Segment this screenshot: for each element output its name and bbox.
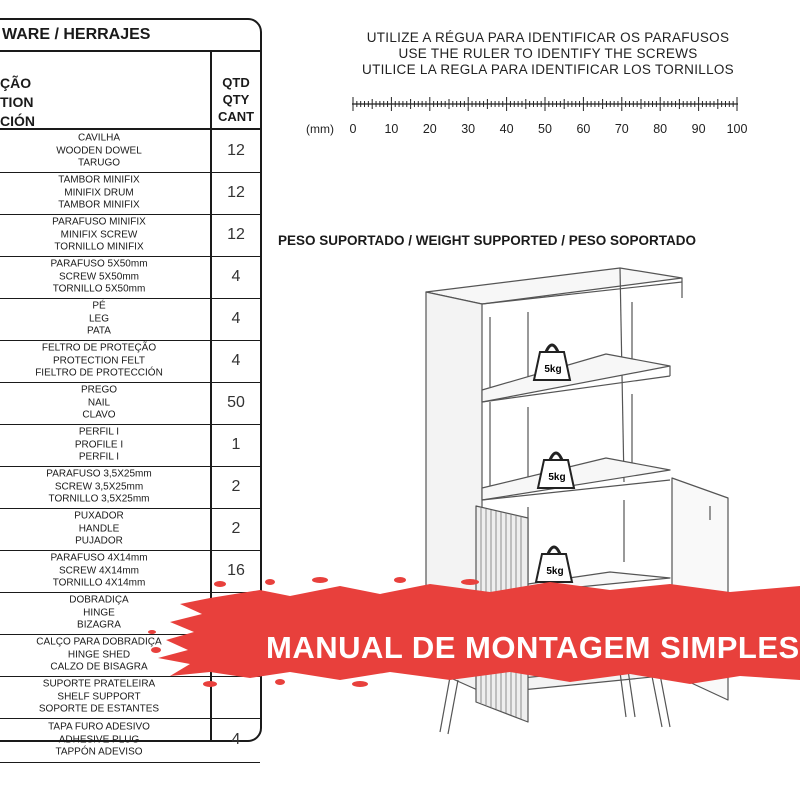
- table-title-bar: [0, 20, 260, 52]
- ruler-unit: (mm): [306, 122, 334, 136]
- table-row: [0, 214, 260, 257]
- item-names: CALÇO PARA DOBRADIÇA HINGE SHED CALZO DE BISAGRA: [36, 636, 162, 673]
- item-names: CAVILHA WOODEN DOWEL TARUGO: [56, 132, 142, 169]
- ruler-label: 40: [499, 122, 514, 136]
- item-quantity: 4: [231, 310, 241, 327]
- table-row: [0, 298, 260, 341]
- weight-icon: [534, 345, 570, 380]
- item-names: FELTRO DE PROTEÇÃO PROTECTION FELT FIELTRO DE PROTECCIÓN: [35, 342, 163, 379]
- item-names: PARAFUSO MINIFIX MINIFIX SCREW TORNILLO MINIFIX: [52, 216, 146, 253]
- item-names: TAMBOR MINIFIX MINIFIX DRUM TAMBOR MINIFIX: [58, 174, 140, 211]
- item-quantity: 12: [227, 142, 245, 159]
- ruler-label: 60: [576, 122, 591, 136]
- table-row: [0, 424, 260, 467]
- item-names: TAPA FURO ADESIVO ADHESIVE PLUG TAPPÓN ADEVISO: [48, 721, 150, 758]
- weight-icon: [538, 453, 574, 488]
- item-quantity: 50: [227, 394, 245, 411]
- item-quantity: 12: [227, 226, 245, 243]
- item-names: PERFIL I PROFILE I PERFIL I: [74, 426, 124, 463]
- item-names: PARAFUSO 4X14mm SCREW 4X14mm TORNILLO 4X14mm: [50, 552, 148, 589]
- table-row: [0, 340, 260, 383]
- table-row: [0, 172, 260, 215]
- item-quantity: 1: [231, 436, 241, 453]
- table-title: WARE / HERRAJES: [2, 26, 151, 43]
- item-names: PARAFUSO 3,5X25mm SCREW 3,5X25mm TORNILLO 3,5X25mm: [46, 468, 152, 505]
- item-quantity: 4: [231, 731, 241, 748]
- table-row: [0, 382, 260, 425]
- ruler-label: 80: [653, 122, 668, 136]
- header-description: ÇÃO TION CIÓN: [0, 75, 35, 129]
- item-quantity: 12: [227, 184, 245, 201]
- item-names: PREGO NAIL CLAVO: [80, 384, 118, 421]
- weight-title: PESO SUPORTADO / WEIGHT SUPPORTED / PESO SOPORTADO: [278, 233, 697, 248]
- table-row: [0, 466, 260, 509]
- header-quantity: QTD QTY CANT: [217, 75, 255, 124]
- table-row: [0, 256, 260, 299]
- svg-text:5kg: 5kg: [548, 472, 566, 483]
- table-header: [0, 52, 260, 130]
- item-quantity: 4: [231, 268, 241, 285]
- svg-text:5kg: 5kg: [544, 364, 562, 375]
- table-row: [0, 508, 260, 551]
- ruler-label: 0: [349, 122, 357, 136]
- ruler-label: 10: [384, 122, 399, 136]
- item-quantity: 16: [227, 562, 245, 579]
- item-names: PARAFUSO 5X50mm SCREW 5X50mm TORNILLO 5X50mm: [50, 258, 148, 295]
- ruler-label: 50: [538, 122, 552, 136]
- weight-icon: [536, 547, 572, 582]
- item-names: DOBRADIÇA HINGE BIZAGRA: [69, 594, 129, 631]
- table-row: [0, 718, 260, 763]
- svg-text:5kg: 5kg: [546, 566, 564, 577]
- table-row: [0, 130, 260, 173]
- ruler-label: 20: [422, 122, 437, 136]
- item-names: PUXADOR HANDLE PUJADOR: [74, 510, 124, 547]
- item-names: PÉ LEG PATA: [87, 300, 111, 337]
- item-quantity: 2: [231, 478, 241, 495]
- ruler-instructions: UTILIZE A RÉGUA PARA IDENTIFICAR OS PARAFUSOS USE THE RULER TO IDENTIFY THE SCREWS UTILICE LA REGLA PARA IDENTIFICAR LOS TORNILLOS: [362, 30, 734, 77]
- ruler-label: 30: [461, 122, 476, 136]
- item-quantity: 2: [231, 520, 241, 537]
- ruler-label: 70: [614, 122, 629, 136]
- ruler: [300, 88, 760, 140]
- banner-title: MANUAL DE MONTAGEM SIMPLES: [266, 630, 800, 665]
- item-quantity: 4: [231, 352, 241, 369]
- ruler-label: 90: [691, 122, 706, 136]
- ruler-label: 100: [726, 122, 748, 136]
- item-names: SUPORTE PRATELEIRA SHELF SUPPORT SOPORTE DE ESTANTES: [38, 678, 160, 715]
